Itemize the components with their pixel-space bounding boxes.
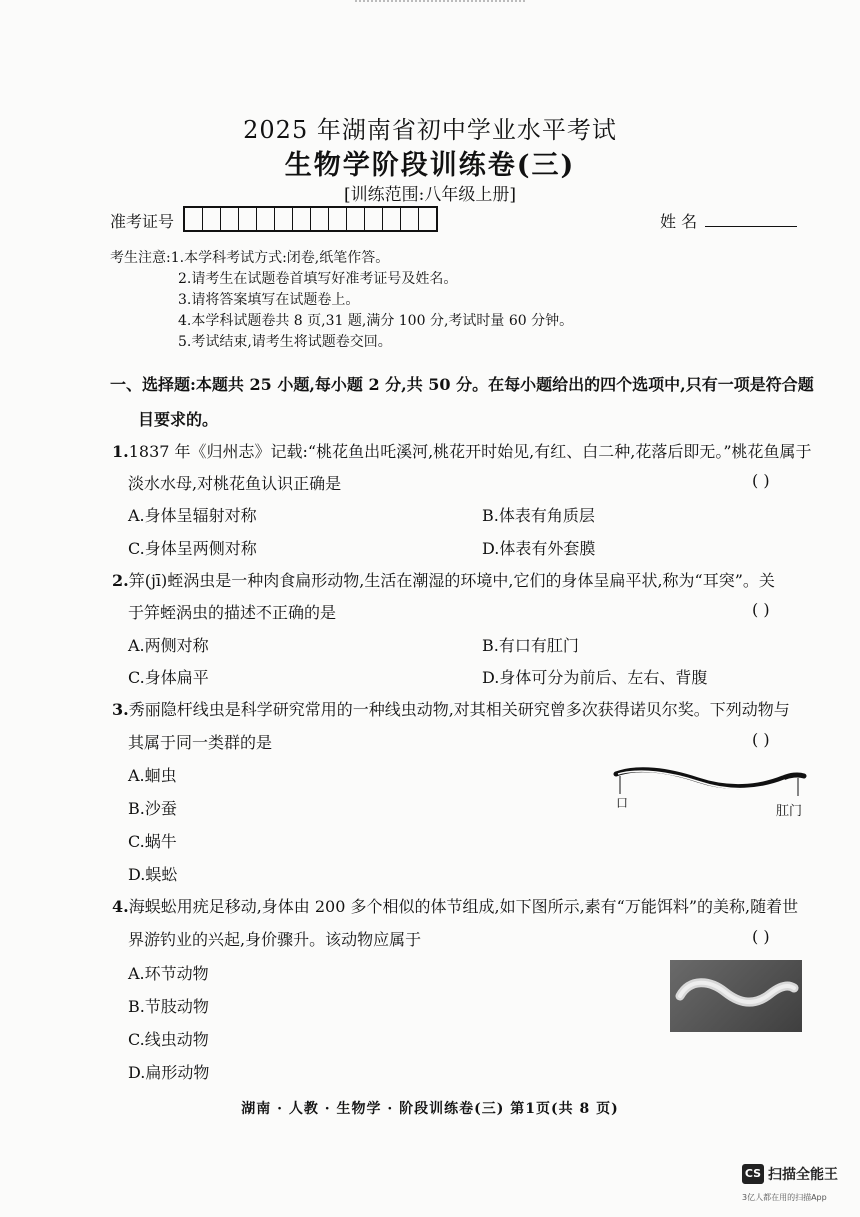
section-heading: 一、选择题:本题共 25 小题,每小题 2 分,共 50 分。在每小题给出的四个选项中,只有一项是符合题 xyxy=(110,375,814,394)
worm-photo-shape xyxy=(670,960,802,1032)
question-number: 3. xyxy=(112,700,129,719)
notice-line: 3.请将答案填写在试题卷上。 xyxy=(178,292,360,308)
option-c[interactable]: C.身体呈两侧对称 xyxy=(128,539,257,558)
answer-bracket[interactable]: ( ) xyxy=(752,730,770,749)
question-4-stem-cont: 界游钓业的兴起,身价骤升。该动物应属于 xyxy=(128,930,422,949)
question-number: 2. xyxy=(112,571,129,590)
id-box[interactable] xyxy=(365,208,383,230)
id-box[interactable] xyxy=(383,208,401,230)
option-c[interactable]: C.线虫动物 xyxy=(128,1030,209,1049)
notice-line: 考生注意:1.本学科考试方式:闭卷,纸笔作答。 xyxy=(110,250,390,266)
id-box[interactable] xyxy=(311,208,329,230)
answer-bracket[interactable]: ( ) xyxy=(752,471,770,490)
option-c[interactable]: C.蜗牛 xyxy=(128,832,177,851)
option-b[interactable]: B.节肢动物 xyxy=(128,997,209,1016)
answer-bracket[interactable]: ( ) xyxy=(752,927,770,946)
figure-label-anus: 肛门 xyxy=(776,804,803,819)
id-box[interactable] xyxy=(401,208,419,230)
id-box[interactable] xyxy=(329,208,347,230)
notice-line: 5.考试结束,请考生将试题卷交回。 xyxy=(178,334,392,350)
option-d[interactable]: D.体表有外套膜 xyxy=(482,539,596,558)
id-box[interactable] xyxy=(419,208,436,230)
option-b[interactable]: B.体表有角质层 xyxy=(482,506,595,525)
question-2-stem: 2.笄(jī)蛭涡虫是一种肉食扁形动物,生活在潮湿的环境中,它们的身体呈扁平状,称为“耳突”。关 xyxy=(112,571,775,590)
notice-line: 2.请考生在试题卷首填写好准考证号及姓名。 xyxy=(178,271,458,287)
option-d[interactable]: D.身体可分为前后、左右、背腹 xyxy=(482,668,708,687)
question-number: 1. xyxy=(112,442,129,461)
id-box[interactable] xyxy=(293,208,311,230)
id-box[interactable] xyxy=(275,208,293,230)
answer-bracket[interactable]: ( ) xyxy=(752,600,770,619)
question-1-stem: 1.1837 年《归州志》记载:“桃花鱼出吒溪河,桃花开时始见,有红、白二种,花落后即无。”桃花鱼属于 xyxy=(112,442,812,461)
question-3-stem: 3.秀丽隐杆线虫是科学研究常用的一种线虫动物,对其相关研究曾多次获得诺贝尔奖。下列动物与 xyxy=(112,700,790,719)
option-d[interactable]: D.扁形动物 xyxy=(128,1063,210,1082)
notice-line: 4.本学科试题卷共 8 页,31 题,满分 100 分,考试时量 60 分钟。 xyxy=(178,313,574,329)
option-d[interactable]: D.蜈蚣 xyxy=(128,865,178,884)
question-1-stem-cont: 淡水水母,对桃花鱼认识正确是 xyxy=(128,474,342,493)
question-4-stem: 4.海蜈蚣用疣足移动,身体由 200 多个相似的体节组成,如下图所示,素有“万能饵料”的美称,随着世 xyxy=(112,897,799,916)
option-c[interactable]: C.身体扁平 xyxy=(128,668,209,687)
id-box[interactable] xyxy=(221,208,239,230)
watermark-tagline: 3亿人都在用的扫描App xyxy=(742,1193,827,1202)
page-footer: 湖南 · 人教 · 生物学 · 阶段训练卷(三) 第1页(共 8 页) xyxy=(241,1101,619,1117)
option-b[interactable]: B.有口有肛门 xyxy=(482,636,579,655)
paper-subtitle: 生物学阶段训练卷(三) xyxy=(284,150,576,181)
sea-centipede-photo xyxy=(670,960,802,1032)
name-label: 姓 名 xyxy=(660,212,698,231)
training-scope: [训练范围:八年级上册] xyxy=(344,185,516,205)
exam-id-boxes[interactable] xyxy=(183,206,438,232)
option-a[interactable]: A.环节动物 xyxy=(128,964,209,983)
camscanner-logo-icon: CS xyxy=(742,1164,764,1184)
id-box[interactable] xyxy=(185,208,203,230)
option-b[interactable]: B.沙蚕 xyxy=(128,799,177,818)
id-box[interactable] xyxy=(347,208,365,230)
figure-label-mouth: 口 xyxy=(616,796,629,810)
option-a[interactable]: A.身体呈辐射对称 xyxy=(128,506,257,525)
option-a[interactable]: A.两侧对称 xyxy=(128,636,209,655)
exam-title: 2025 年湖南省初中学业水平考试 xyxy=(243,116,617,144)
option-a[interactable]: A.蛔虫 xyxy=(128,766,177,785)
question-2-stem-cont: 于笄蛭涡虫的描述不正确的是 xyxy=(128,603,337,622)
id-box[interactable] xyxy=(203,208,221,230)
question-number: 4. xyxy=(112,897,129,916)
section-heading-cont: 目要求的。 xyxy=(138,410,219,429)
watermark-app-name: 扫描全能王 xyxy=(768,1167,838,1183)
exam-id-label: 准考证号 xyxy=(110,212,175,231)
id-box[interactable] xyxy=(239,208,257,230)
top-edge-mark xyxy=(355,0,525,2)
name-field[interactable] xyxy=(705,226,797,227)
question-3-stem-cont: 其属于同一类群的是 xyxy=(128,733,273,752)
id-box[interactable] xyxy=(257,208,275,230)
